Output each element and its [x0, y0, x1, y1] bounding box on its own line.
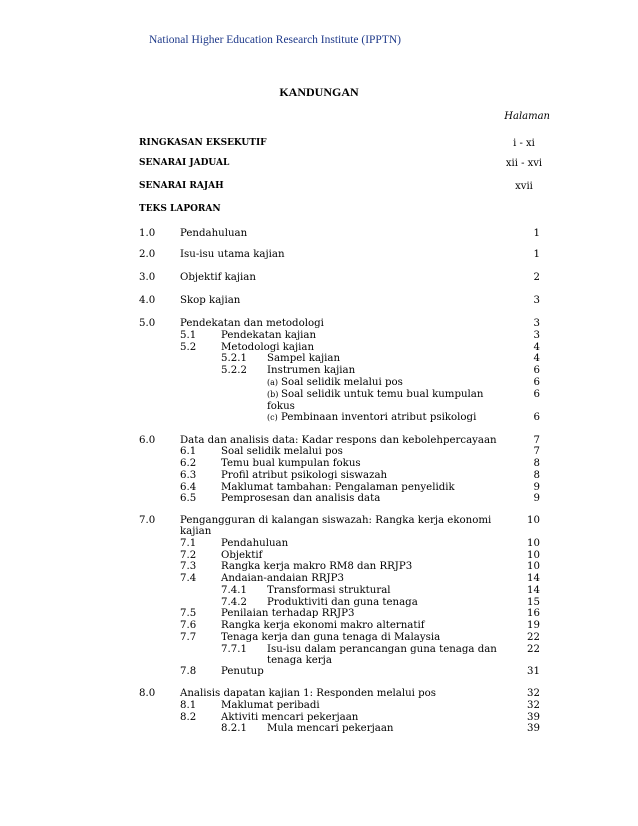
toc-number: 8.2.1 — [221, 723, 247, 734]
toc-title: Isu-isu utama kajian — [180, 249, 285, 260]
toc-entry — [0, 318, 638, 330]
toc-title: Mula mencari pekerjaan — [267, 723, 394, 734]
toc-entry — [0, 585, 638, 597]
toc-title: fokus — [267, 401, 295, 412]
front-label-rajah: SENARAI RAJAH — [139, 181, 224, 191]
toc-title: Pembinaan inventori atribut psikologi — [281, 412, 477, 423]
toc-entry — [0, 723, 638, 735]
toc-entry — [0, 228, 638, 240]
toc-number: 8.2 — [180, 712, 197, 723]
toc-entry — [0, 666, 638, 678]
toc-title: Sampel kajian — [267, 353, 341, 364]
toc-number: 5.2.2 — [221, 365, 247, 376]
toc-entry — [0, 688, 638, 700]
toc-number: 6.2 — [180, 458, 197, 469]
toc-title: Pengangguran di kalangan siswazah: Rangka kerja ekonomi — [180, 515, 492, 526]
toc-title: Instrumen kajian — [267, 365, 356, 376]
toc-page: 32 — [527, 700, 540, 711]
toc-title: Soal selidik melalui pos — [281, 377, 403, 388]
toc-title: Aktiviti mencari pekerjaan — [221, 712, 359, 723]
toc-title: Penutup — [221, 666, 264, 677]
toc-page: 22 — [527, 644, 540, 655]
toc-number: 7.4.2 — [221, 597, 247, 608]
front-label-jadual: SENARAI JADUAL — [139, 158, 230, 168]
toc-number: 6.5 — [180, 493, 197, 504]
toc-number: (a) — [267, 378, 279, 387]
toc-entry — [0, 353, 638, 365]
toc-number: 7.6 — [180, 620, 197, 631]
toc-number: 7.2 — [180, 550, 197, 561]
toc-title: Temu bual kumpulan fokus — [221, 458, 361, 469]
toc-number: 7.0 — [139, 515, 156, 526]
toc-entry — [0, 389, 638, 401]
toc-page: 10 — [527, 550, 540, 561]
toc-number: 5.0 — [139, 318, 156, 329]
toc-number: 8.1 — [180, 700, 197, 711]
toc-number: 6.0 — [139, 435, 156, 446]
toc-number: (c) — [267, 413, 278, 422]
toc-page: 1 — [533, 249, 540, 260]
toc-number: 2.0 — [139, 249, 156, 260]
toc-number: 8.0 — [139, 688, 156, 699]
toc-title: kajian — [180, 526, 212, 537]
toc-entry — [0, 608, 638, 620]
toc-number: 7.7.1 — [221, 644, 247, 655]
toc-title: Profil atribut psikologi siswazah — [221, 470, 388, 481]
toc-page: 39 — [527, 712, 540, 723]
toc-title: Rangka kerja makro RM8 dan RRJP3 — [221, 561, 413, 572]
toc-page: 7 — [533, 435, 540, 446]
toc-entry — [0, 700, 638, 712]
toc-title: Maklumat tambahan: Pengalaman penyelidik — [221, 482, 455, 493]
toc-page: 9 — [533, 493, 540, 504]
toc-entry — [0, 365, 638, 377]
toc-page: 10 — [527, 538, 540, 549]
toc-page: 1 — [533, 228, 540, 239]
toc-title: Maklumat peribadi — [221, 700, 320, 711]
toc-number: 5.1 — [180, 330, 197, 341]
toc-number: 1.0 — [139, 228, 156, 239]
toc-entry — [0, 561, 638, 573]
toc-page: 6 — [533, 412, 540, 423]
toc-page: 16 — [527, 608, 540, 619]
toc-number: 7.7 — [180, 632, 197, 643]
toc-number: 7.4 — [180, 573, 197, 584]
toc-entry — [0, 493, 638, 505]
toc-page: 3 — [533, 330, 540, 341]
toc-title: Pendahuluan — [180, 228, 248, 239]
toc-title: Analisis dapatan kajian 1: Responden melalui pos — [180, 688, 437, 699]
toc-title: Soal selidik melalui pos — [221, 446, 343, 457]
page-column-label: Halaman — [504, 111, 550, 122]
toc-title: Pemprosesan dan analisis data — [221, 493, 381, 504]
toc-page: 8 — [533, 470, 540, 481]
toc-title: Produktiviti dan guna tenaga — [267, 597, 418, 608]
toc-title: Objektif — [221, 550, 263, 561]
toc-page: 6 — [533, 377, 540, 388]
toc-entry — [0, 249, 638, 261]
toc-number: 5.2.1 — [221, 353, 247, 364]
toc-entry — [0, 573, 638, 585]
toc-title: Objektif kajian — [180, 272, 256, 283]
toc-entry — [0, 620, 638, 632]
toc-number: 7.4.1 — [221, 585, 247, 596]
toc-page: 6 — [533, 389, 540, 400]
toc-number: 7.1 — [180, 538, 197, 549]
toc-title: Data dan analisis data: Kadar respons dan kebolehpercayaan — [180, 435, 497, 446]
toc-title: Pendekatan dan metodologi — [180, 318, 324, 329]
toc-title: Andaian-andaian RRJP3 — [221, 573, 344, 584]
toc-title: tenaga kerja — [267, 655, 332, 666]
toc-page: 31 — [527, 666, 540, 677]
toc-page: 19 — [527, 620, 540, 631]
toc-page: 4 — [533, 342, 540, 353]
toc-title: Pendekatan kajian — [221, 330, 317, 341]
toc-page: 14 — [527, 585, 540, 596]
toc-page: 3 — [533, 318, 540, 329]
front-page-rajah: xvii — [515, 181, 533, 192]
toc-entry — [0, 526, 638, 538]
toc-entry — [0, 632, 638, 644]
toc-entry — [0, 330, 638, 342]
toc-page: 10 — [527, 515, 540, 526]
toc-entry — [0, 412, 638, 424]
toc-page: 6 — [533, 365, 540, 376]
toc-number: 4.0 — [139, 295, 156, 306]
toc-title: Skop kajian — [180, 295, 241, 306]
front-label-ringkasan: RINGKASAN EKSEKUTIF — [139, 138, 267, 148]
toc-entry — [0, 272, 638, 284]
toc-number: (b) — [267, 390, 279, 399]
toc-title: Rangka kerja ekonomi makro alternatif — [221, 620, 425, 631]
toc-page: 32 — [527, 688, 540, 699]
toc-entry — [0, 446, 638, 458]
toc-page: 2 — [533, 272, 540, 283]
toc-number: 5.2 — [180, 342, 197, 353]
toc-page: 15 — [527, 597, 540, 608]
page-title: KANDUNGAN — [279, 85, 359, 99]
toc-title: Penilaian terhadap RRJP3 — [221, 608, 355, 619]
toc-page: 3 — [533, 295, 540, 306]
toc-number: 6.3 — [180, 470, 197, 481]
toc-entry — [0, 538, 638, 550]
toc-title: Soal selidik untuk temu bual kumpulan — [281, 389, 484, 400]
toc-number: 3.0 — [139, 272, 156, 283]
toc-page: 4 — [533, 353, 540, 364]
toc-number: 7.8 — [180, 666, 197, 677]
toc-number: 6.1 — [180, 446, 197, 457]
section-heading: TEKS LAPORAN — [139, 204, 221, 214]
toc-entry — [0, 470, 638, 482]
toc-title: Pendahuluan — [221, 538, 289, 549]
toc-entry — [0, 377, 638, 389]
toc-page: 22 — [527, 632, 540, 643]
toc-page: 14 — [527, 573, 540, 584]
toc-entry — [0, 295, 638, 307]
toc-page: 7 — [533, 446, 540, 457]
front-page-ringkasan: i - xi — [513, 138, 535, 149]
toc-entry — [0, 458, 638, 470]
toc-page: 9 — [533, 482, 540, 493]
toc-title: Isu-isu dalam perancangan guna tenaga dan — [267, 644, 497, 655]
toc-page: 8 — [533, 458, 540, 469]
toc-number: 6.4 — [180, 482, 197, 493]
front-page-jadual: xii - xvi — [505, 158, 543, 169]
toc-title: Metodologi kajian — [221, 342, 315, 353]
toc-number: 7.3 — [180, 561, 197, 572]
toc-title: Tenaga kerja dan guna tenaga di Malaysia — [221, 632, 441, 643]
toc-page: 39 — [527, 723, 540, 734]
toc-title: Transformasi struktural — [267, 585, 391, 596]
toc-page: 10 — [527, 561, 540, 572]
toc-number: 7.5 — [180, 608, 197, 619]
running-header: National Higher Education Research Institute (IPPTN) — [149, 34, 401, 46]
